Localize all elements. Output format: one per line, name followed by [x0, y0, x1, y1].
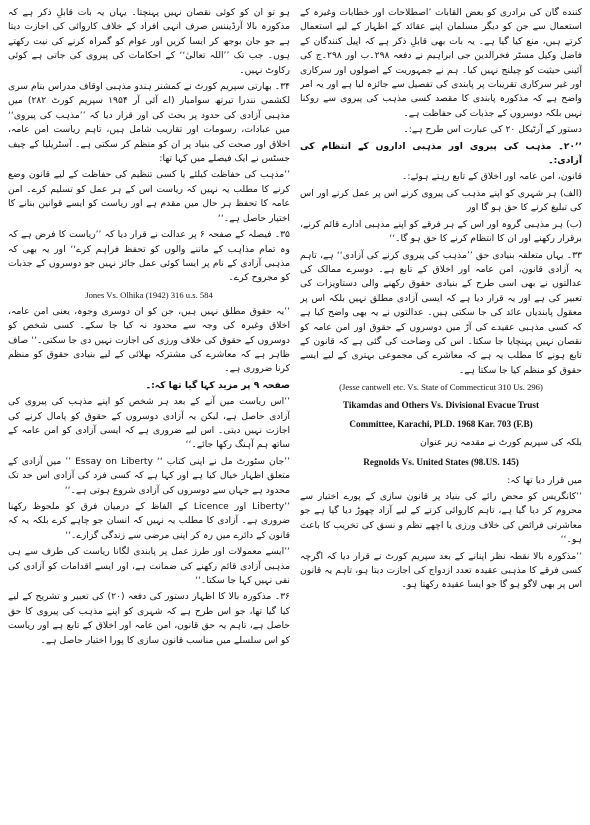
- paragraph: بلکہ کی سپریم کورٹ نے مقدمہ زیر عنوان: [420, 437, 582, 449]
- document-page: [8, 6, 582, 818]
- case-citation: (Jesse cantwell etc. Vs. State of Commecticut 310 Us. 296): [339, 382, 543, 393]
- right-column: [300, 6, 582, 818]
- section-heading: صفحہ ۹ پر مزید کہا گیا تھا کہ:۔: [145, 379, 290, 391]
- quote: ’’کانگریس کو محض رائے کی بنیاد پر قانون سازی کے پورے اختیار سے محروم کر دیا گیا ہے، تاہم کاروائی کرنے کے لیے آزاد چھوڑ دیا گیا ہے جو معاشرتی فرائض کی خلاف ورزی یا اچھے نظم و نسق کی تخریب کا باعث ہو۔‘‘: [300, 490, 582, 546]
- quote: ’’Liberty اور Licence کے الفاظ کے درمیان فرق کو ملحوظ رکھنا ضروری ہے۔ آزادی کا مطلب یہ نہیں کہ انسان جو چاہے کرے بلکہ یہ کہ قانون کے دائرے میں رہ کر اپنی مرضی سے زندگی گزارے۔‘‘: [8, 501, 290, 541]
- paragraph: قانون، امن عامہ اور اخلاق کے تابع رہتے ہوئے:۔: [402, 171, 582, 183]
- paragraph: ۳۳۔ یہاں متعلقہ بنیادی حق ’’مذہب کی پیروی کرنے کی آزادی‘‘ ہے، تاہم یہ آزادی قانون، امن عامہ اور اخلاق کے تابع ہے۔ دوسرے ممالک کی عدالتوں نے بھی اسی طرح کے بنیادی حقوق رکھنے والی دستاویزات کی تعبیر کی ہے اور یہ قرار دیا ہے کہ ایسی آزادی مطلق نہیں بلکہ اس پر معقول پابندیاں عائد کی جا سکتی ہیں۔ عدالتوں نے یہ بھی واضح کیا ہے کہ کسی مذہبی عقیدے کی آڑ میں دوسروں کے حقوق اور امن عامہ کو نقصان نہیں پہنچایا جا سکتا۔ اس کی وضاحت کی گئی ہے کہ قانون کے تابع ہونے کا مطلب یہ ہے کہ معاشرے کی مجموعی بہتری کے لیے ایسے حقوق کو منظم کیا جا سکتا ہے۔: [300, 249, 582, 376]
- case-citation: Committee, Karachi, PLD. 1968 Kar. 703 (F.B): [349, 419, 533, 430]
- case-citation: Jones Vs. Olhika (1942) 316 u.s. 584: [85, 289, 213, 300]
- quote: ’’ایسے معمولات اور طرز عمل پر پابندی لگانا ریاست کی طرف سے ہی مذہبی آزادی قائم رکھنے کی ضمانت ہے، اور ایسے اقدامات کو آزادی کی نفی نہیں کہا جا سکتا۔‘‘: [8, 546, 290, 587]
- quote: ’’جان سٹورٹ مل نے اپنی کتاب ‘‘ Essay on Liberty ’’ میں آزادی کے متعلق اظہار خیال کیا ہے اور کہا ہے کہ کسی فرد کی آزادی اس حد تک محدود ہے جہاں سے دوسروں کی آزادی شروع ہوتی ہے۔‘‘: [8, 455, 290, 496]
- case-citation: Regnolds Vs. United States (98.US. 145): [363, 456, 519, 467]
- quote: ’’یہ حقوق مطلق نہیں ہیں، جن کو ان دوسری وجوہ، یعنی امن عامہ، اخلاق وغیرہ کی وجہ سے محدود نہ کیا جا سکے۔ کسی شخص کو دوسروں کے حقوق کی خلاف ورزی کی اجازت نہیں دی جا سکتی۔‘‘ صاف ظاہر ہے کہ معاشرے کی مشترکہ بھلائی کے لیے بنیادی حقوق کو منظم کرنا ضروری ہے۔: [8, 305, 290, 375]
- clause-b: (ب) ہر مذہبی گروہ اور اس کے ہر فرقے کو اپنے مذہبی ادارے قائم کرنے، برقرار رکھنے اور ان کا انتظام کرنے کا حق ہو گا۔‘‘: [300, 218, 582, 245]
- paragraph: کننده گان کی برادری کو بعض القابات ’اصطلاحات اور خطابات وغیرہ کے استعمال سے جن کو دیگر مسلمان اپنے عقائد کے اظہار کے لیے استعمال کرتے ہیں، منع کیا گیا ہے۔ یہ بات بھی قابلِ ذکر ہے کہ اپیل کنندگان کے فاضل وکیل مسٹر فخرالدین جی ابراہیم نے دفعہ ۲۹۸۔ب اور ۲۹۸۔ج کی آئینی حیثیت کو چیلنج نہیں کیا۔ ہم نے جمہوریت کے اصولوں اور سرکاری اور غیر سرکاری تقریبات پر پابندی کی تفصیل سے جائزہ لیا ہے اور یہ امر واضح ہے کہ مذکورہ پابندی کا مقصد کسی مذہب کی پیروی سے روکنا نہیں بلکہ دوسروں کے جذبات کی حفاظت ہے۔: [300, 7, 582, 119]
- paragraph: دستور کے آرٹیکل ۲۰ کی عبارت اس طرح ہے:۔: [403, 124, 582, 136]
- paragraph: ۳۶۔ مذکورہ بالا کا اظہار دستور کی دفعہ (۲۰) کی تعبیر و تشریح کے لیے کیا گیا تھا، جو اس طرح ہے کہ شہری کو اپنے مذہب کی پیروی کا حق حاصل ہے، تاہم یہ حق قانون، امن عامہ اور اخلاق کے تابع ہے اور ریاست کو اس سلسلے میں مناسب قانون سازی کا پورا اختیار حاصل ہے۔: [8, 591, 290, 646]
- quote: ’’مذکورہ بالا نقطہ نظر اپنانے کے بعد سپریم کورٹ نے قرار دیا کہ اگرچہ کسی فرقے کا مذہبی عقیدہ تعدد ازدواج کی اجازت دیتا ہو، تاہم یہ قانون اس پر بھی لاگو ہو گا جو ایسا عقیدہ رکھتا ہو۔: [300, 550, 582, 591]
- case-citation: Tikamdas and Others Vs. Divisional Evacue Trust: [342, 400, 540, 411]
- quote: ’’اس ریاست میں آنے کے بعد ہر شخص کو اپنے مذہب کی پیروی کی آزادی حاصل ہے، لیکن یہ آزادی دوسروں کے حقوق کو پامال کرنے کی اجازت نہیں دیتی۔ اس لیے ضروری ہے کہ ایسی آزادی کو امن عامہ کے ساتھ ہم آہنگ رکھا جائے۔‘‘: [8, 396, 290, 451]
- quoted-heading: ’’۲۰۔ مذہب کی پیروی اور مذہبی اداروں کے انتظام کی آزادی:۔: [300, 140, 582, 167]
- paragraph: ۳۵۔ فیصلہ کے صفحہ ۶ پر عدالت نے قرار دیا کہ ’’ریاست کا فرض ہے کہ وہ تمام مذاہب کے ماننے والوں کو تحفظ فراہم کرے‘‘ اور یہ بھی کہ مذہبی آزادی کے نام پر ایسا کوئی عمل جائز نہیں جو دوسروں کے جذبات کو مجروح کرے۔: [8, 229, 290, 284]
- paragraph: ہو تو ان کو کوئی نقصان نہیں پہنچتا۔ یہاں یہ بات قابلِ ذکر ہے کہ مذکورہ بالا آرڈیننس صرف انہی افراد کے خلاف کاروائی کی اجازت دیتا ہے جو جان بوجھ کر ایسا کریں اور عوام کو گمراہ کرنے کی نیت رکھتے ہوں۔ جب تک ’’اللہ تعالیٰ‘‘ کے احکامات کی پیروی کی جاتی ہے کوئی رکاوٹ نہیں۔: [8, 7, 290, 76]
- paragraph: ۳۴۔ بھارتی سپریم کورٹ نے کمشنر ہندو مذہبی اوقاف مدراس بنام سری لکشمی نندرا تیرتھ سوامیار (اے آئی آر ۱۹۵۴ سپریم کورٹ ۲۸۲) میں مذہبی آزادی کی حدود پر بحث کی اور قرار دیا کہ ’’مذہب کی پیروی‘‘ میں عبادات، رسومات اور تقاریب شامل ہیں، تاہم ریاست امن عامہ، اخلاق اور صحت کی بنیاد پر ان کو منظم کر سکتی ہے۔ آسٹریلیا کے چیف جسٹس نے ایک فیصلے میں کہا تھا:: [8, 81, 290, 165]
- left-column: [8, 6, 290, 818]
- quote: ’’مذہب کی حفاظت کیلئے یا کسی تنظیم کی حفاظت کے لیے قانون وضع کرنے کا مطلب یہ نہیں کہ ریاست اس کے ہر عمل کو تسلیم کرے۔ امن عامہ کا تحفظ ہر حال میں مقدم ہے اور ریاست کو ایسے قوانین بنانے کا اختیار حاصل ہے۔‘‘: [8, 169, 290, 224]
- paragraph: میں قرار دیا تھا کہ:: [507, 474, 582, 486]
- clause-a: (الف) ہر شہری کو اپنے مذہب کی پیروی کرنے اس پر عمل کرنے اور اس کی تبلیغ کرنے کا حق ہو گا اور: [300, 187, 582, 214]
